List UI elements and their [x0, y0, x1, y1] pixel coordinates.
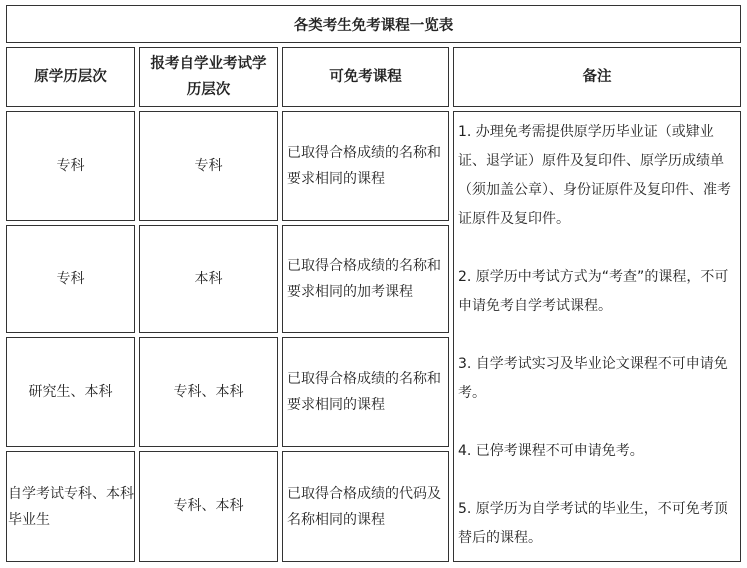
remarks-cell: [453, 111, 741, 562]
row2-exempt-courses: 已取得合格成绩的名称和要求相同的加考课程: [282, 225, 449, 333]
row1-applying-level: 专科: [139, 111, 278, 221]
row2-original-level: 专科: [6, 225, 135, 333]
row3-original-level: 研究生、本科: [6, 337, 135, 447]
row4-applying-level: 专科、本科: [139, 451, 278, 562]
row4-original-level: 自学考试专科、本科毕业生: [6, 451, 135, 562]
remark-4: 4. 已停考课程不可申请免考。: [458, 443, 644, 459]
remark-2: 2. 原学历中考试方式为“考查”的课程，不可申请免考自学考试课程。: [458, 269, 729, 314]
remark-5: 5. 原学历为自学考试的毕业生，不可免考顶替后的课程。: [458, 501, 728, 546]
header-applying-level: 报考自学业考试学历层次: [139, 47, 278, 107]
row3-applying-level: 专科、本科: [139, 337, 278, 447]
header-remarks: 备注: [453, 47, 741, 107]
table-title: 各类考生免考课程一览表: [6, 5, 741, 43]
remark-3: 3. 自学考试实习及毕业论文课程不可申请免考。: [458, 356, 728, 401]
row4-exempt-courses: 已取得合格成绩的代码及名称相同的课程: [282, 451, 449, 562]
row2-applying-level: 本科: [139, 225, 278, 333]
remark-1: 1. 办理免考需提供原学历毕业证（或肄业证、退学证）原件及复印件、原学历成绩单（须加盖公章）、身份证原件及复印件、准考证原件及复印件。: [458, 124, 731, 227]
row1-original-level: 专科: [6, 111, 135, 221]
header-original-level: 原学历层次: [6, 47, 135, 107]
row3-exempt-courses: 已取得合格成绩的名称和要求相同的课程: [282, 337, 449, 447]
row1-exempt-courses: 已取得合格成绩的名称和要求相同的课程: [282, 111, 449, 221]
header-exempt-courses: 可免考课程: [282, 47, 449, 107]
